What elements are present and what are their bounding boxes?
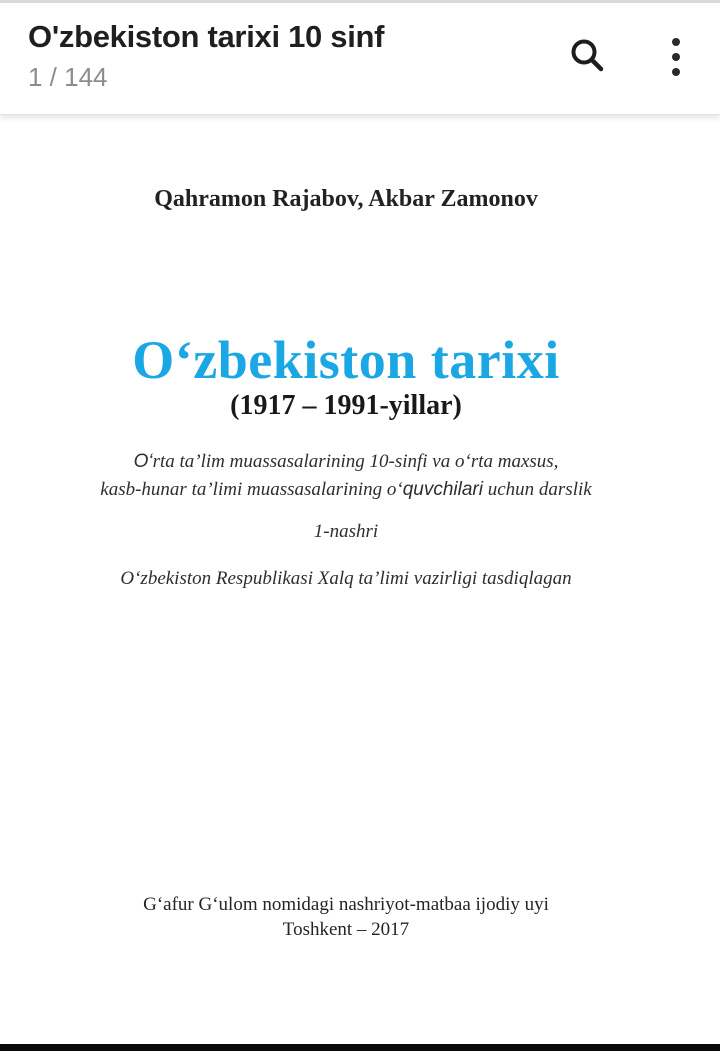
search-button[interactable] bbox=[563, 33, 611, 81]
description-line-1: O‘rta ta’lim muassasalarining 10-sinfi va o‘rta maxsus, bbox=[133, 451, 559, 472]
document-title: O'zbekiston tarixi 10 sinf bbox=[28, 19, 385, 54]
description-line-2: kasb-hunar ta’limi muassasalarining o‘quvchilari uchun darslik bbox=[100, 479, 592, 500]
page-indicator: 1 / 144 bbox=[28, 62, 108, 92]
book-title: O‘zbekiston tarixi bbox=[132, 330, 560, 390]
book-subtitle-years: (1917 – 1991-yillar) bbox=[230, 390, 462, 421]
edition-line: 1-nashri bbox=[313, 521, 379, 542]
page-bottom-edge-bar bbox=[0, 1044, 720, 1051]
publisher-line: G‘afur G‘ulom nomidagi nashriyot-matbaa ijodiy uyi bbox=[143, 894, 549, 915]
pdf-page-1[interactable] bbox=[0, 114, 720, 1044]
more-vert-icon bbox=[672, 38, 680, 76]
city-year-line: Toshkent – 2017 bbox=[282, 919, 410, 940]
approval-line: O‘zbekiston Respublikasi Xalq ta’limi vazirligi tasdiqlagan bbox=[120, 568, 572, 589]
search-icon bbox=[567, 37, 607, 77]
app-bar bbox=[0, 3, 720, 114]
authors-line: Qahramon Rajabov, Akbar Zamonov bbox=[154, 186, 538, 212]
overflow-menu-button[interactable] bbox=[652, 33, 700, 81]
book-description bbox=[0, 448, 692, 504]
